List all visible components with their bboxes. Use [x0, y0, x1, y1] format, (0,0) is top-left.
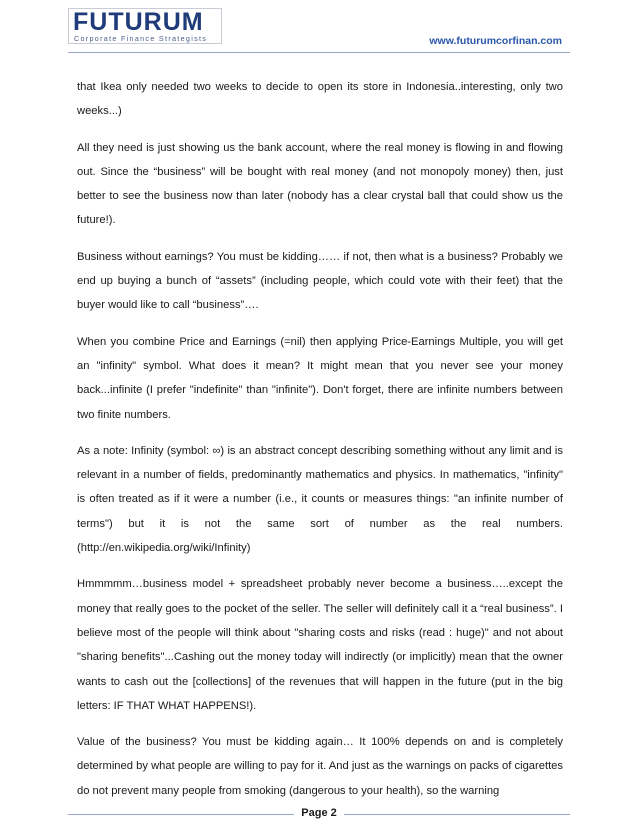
document-body	[77, 75, 563, 815]
logo-tagline: Corporate Finance Strategists	[74, 34, 208, 43]
logo-wordmark: FUTURUM	[73, 8, 204, 36]
futurum-logo	[68, 8, 222, 44]
page-number: Page 2	[301, 807, 337, 819]
paragraph: Value of the business? You must be kidding again… It 100% depends on and is completely determined by what people are willing to pay for it. And just as the warnings on packs of cigarettes do not prevent many people from smoking (dangerous to your health), so the warning	[77, 736, 563, 797]
paragraph: As a note: Infinity (symbol: ∞) is an abstract concept describing something without any limit and is relevant in a number of fields, predominantly mathematics and physics. In mathematics, "infinity" is often treated as if it were a number (i.e., it counts or measures things: "an infinite number of terms") but it is not the same sort of number as the real numbers. (http://en.wikipedia.org/wiki/Infinity)	[77, 444, 563, 555]
paragraph: that Ikea only needed two weeks to decide to open its store in Indonesia..interesting, only two weeks...)	[77, 81, 563, 118]
page-footer	[68, 808, 570, 820]
paragraph: All they need is just showing us the bank account, where the real money is flowing in and flowing out. Since the “business” will be bought with real money (and not monopoly money) then, just better to see the business now than later (nobody has a clear crystal ball that could show us the future!).	[77, 141, 563, 227]
paragraph: Hmmmmm…business model + spreadsheet probably never become a business…..except the money that really goes to the pocket of the seller. The seller will definitely call it a “real business”. I believe most of the people will think about "sharing costs and risks (read : huge)" and not about "sharing benefits"...Cashing out the money today will indirectly (or implicitly) mean that the owner wants to cash out the [collections] of the revenues that will happen in the future (put in the big letters: IF THAT WHAT HAPPENS!).	[77, 578, 563, 712]
website-url[interactable]: www.futurumcorfinan.com	[429, 35, 562, 47]
paragraph: Business without earnings? You must be kidding…… if not, then what is a business? Probably we end up buying a bunch of “assets” (including people, which could vote with their feet) that the buyer would like to call “business”….	[77, 250, 563, 312]
page-header	[0, 0, 638, 62]
paragraph: When you combine Price and Earnings (=nil) then applying Price-Earnings Multiple, you will get an "infinity" symbol. What does it mean? It might mean that you never see your money back...infinite (I prefer "indefinite" than "infinite"). Don't forget, there are infinite numbers between two finite numbers.	[77, 335, 563, 421]
header-divider	[68, 52, 570, 53]
footer-divider-right	[344, 814, 570, 815]
